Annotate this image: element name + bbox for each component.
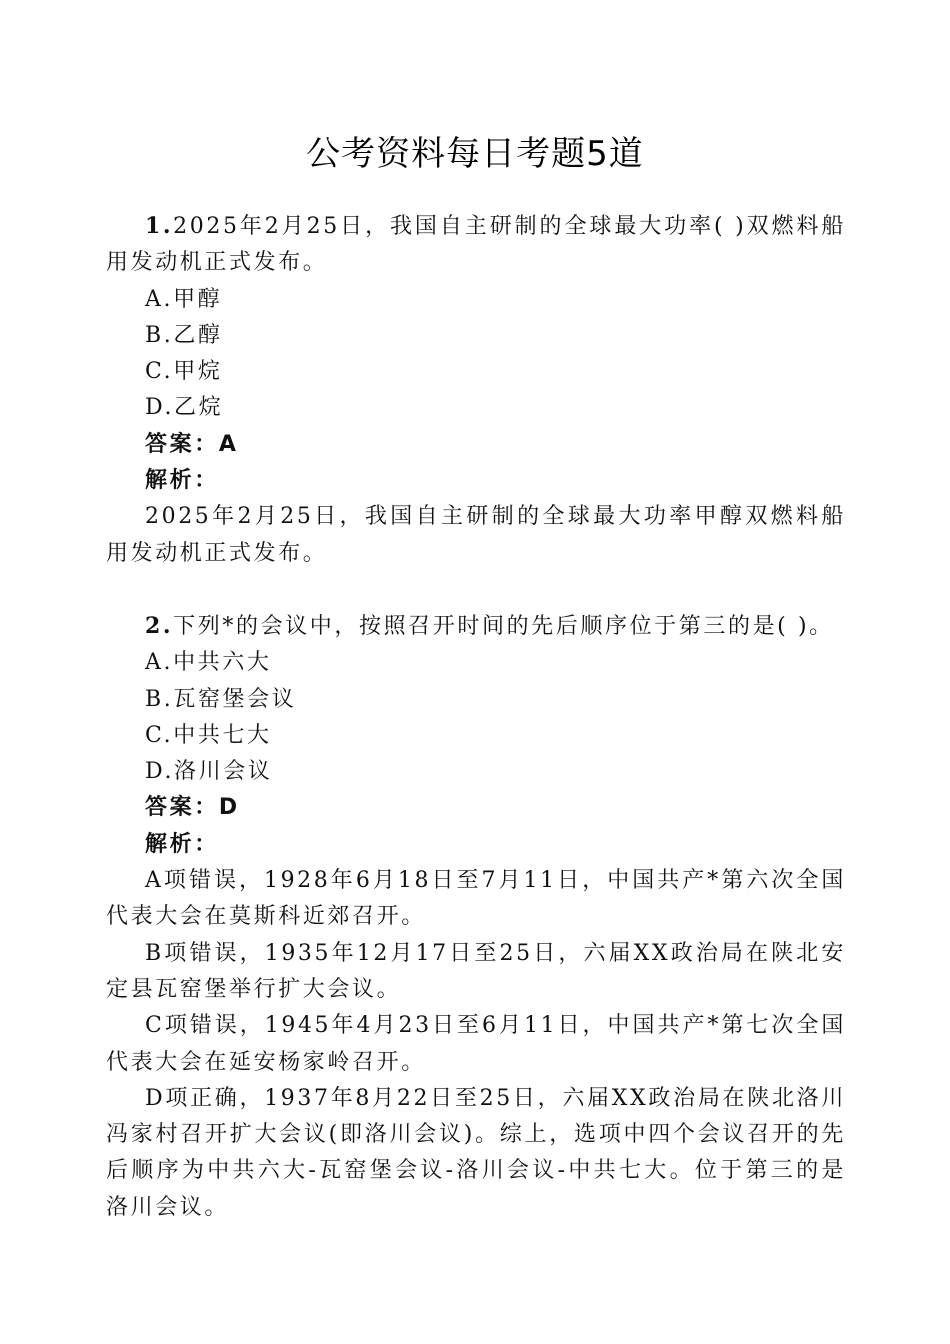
question-number: 1. (145, 213, 174, 239)
option-b: B.瓦窑堡会议 (145, 686, 297, 712)
answer-line (106, 427, 846, 463)
option-c: C.中共七大 (145, 722, 272, 748)
analysis-paragraph: A项错误，1928年6月18日至7月11日，中国共产*第六次全国代表大会在莫斯科近郊召开。 (106, 868, 846, 930)
question-number: 2. (145, 612, 174, 639)
question-text: 下列*的会议中，按照召开时间的先后顺序位于第三的是( )。 (173, 613, 834, 639)
page-title: 公考资料每日考题5道 (306, 134, 644, 174)
question-stem (106, 608, 846, 645)
analysis-paragraph: D项正确，1937年8月22日至25日，六届XX政治局在陕北洛川冯家村召开扩大会议(即洛川会议)。综上，选项中四个会议召开的先后顺序为中共六大-瓦窑堡会议-洛川会议-中共七大。位于第三的是洛川会议。 (106, 1085, 846, 1220)
question-text: 2025年2月25日，我国自主研制的全球最大功率( )双燃料船用发动机正式发布。 (106, 214, 846, 276)
analysis-paragraph: 2025年2月25日，我国自主研制的全球最大功率甲醇双燃料船用发动机正式发布。 (106, 504, 846, 566)
option-c: C.甲烷 (145, 359, 223, 385)
analysis-label: 解析： (145, 468, 219, 494)
option-a: A.甲醇 (145, 286, 223, 312)
answer-label: 答案： (145, 795, 219, 821)
question-stem (106, 208, 846, 282)
answer-label: 答案： (145, 431, 219, 457)
analysis-paragraph: C项错误，1945年4月23日至6月11日，中国共产*第七次全国代表大会在延安杨家岭召开。 (106, 1013, 846, 1075)
question-spacer (106, 572, 846, 608)
question-1 (106, 208, 846, 572)
analysis-label: 解析： (145, 831, 219, 857)
analysis-paragraph: B项错误，1935年12月17日至25日，六届XX政治局在陕北安定县瓦窑堡举行扩大会议。 (106, 940, 846, 1002)
question-list (106, 208, 846, 1226)
option-b: B.乙醇 (145, 322, 223, 348)
option-a: A.中共六大 (145, 650, 272, 676)
answer-line (106, 790, 846, 826)
option-d: D.乙烷 (145, 395, 224, 421)
question-2 (106, 608, 846, 1226)
option-d: D.洛川会议 (145, 759, 273, 785)
answer-value: A (218, 431, 239, 457)
answer-value: D (218, 795, 240, 821)
